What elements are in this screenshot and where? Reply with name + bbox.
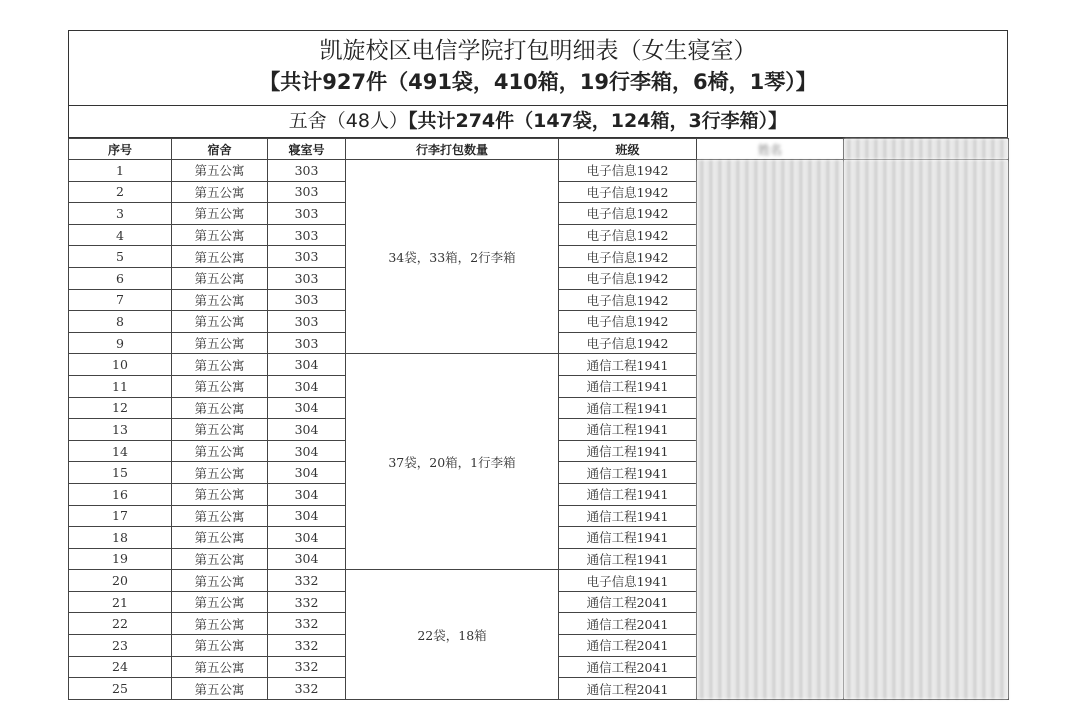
row-index: 12 <box>69 397 172 419</box>
row-index: 19 <box>69 548 172 570</box>
row-room: 303 <box>268 332 346 354</box>
packing-sheet <box>68 30 1008 700</box>
row-class: 电子信息1942 <box>559 181 697 203</box>
row-room: 303 <box>268 246 346 268</box>
row-index: 11 <box>69 375 172 397</box>
row-class: 电子信息1942 <box>559 246 697 268</box>
row-room: 303 <box>268 160 346 182</box>
row-room: 303 <box>268 224 346 246</box>
row-class: 通信工程2041 <box>559 591 697 613</box>
header-row <box>69 139 1009 160</box>
row-index: 14 <box>69 440 172 462</box>
row-building: 第五公寓 <box>172 613 268 635</box>
row-class: 通信工程1941 <box>559 527 697 549</box>
row-room: 304 <box>268 527 346 549</box>
row-class: 电子信息1942 <box>559 160 697 182</box>
row-building: 第五公寓 <box>172 375 268 397</box>
row-pack-count: 34袋，33箱，2行李箱 <box>346 160 559 354</box>
row-room: 303 <box>268 203 346 225</box>
row-building: 第五公寓 <box>172 462 268 484</box>
row-room: 332 <box>268 678 346 700</box>
row-class: 电子信息1942 <box>559 289 697 311</box>
row-room: 332 <box>268 613 346 635</box>
row-room: 304 <box>268 375 346 397</box>
row-room: 304 <box>268 483 346 505</box>
row-class: 通信工程1941 <box>559 548 697 570</box>
row-room: 332 <box>268 635 346 657</box>
table-body <box>69 160 1009 700</box>
row-index: 15 <box>69 462 172 484</box>
row-index: 1 <box>69 160 172 182</box>
header-building: 宿舍 <box>172 139 268 160</box>
row-index: 20 <box>69 570 172 592</box>
row-room: 304 <box>268 548 346 570</box>
row-building: 第五公寓 <box>172 160 268 182</box>
redacted-extra-column <box>844 160 1009 700</box>
row-class: 通信工程1941 <box>559 483 697 505</box>
row-class: 通信工程2041 <box>559 613 697 635</box>
row-room: 304 <box>268 354 346 376</box>
row-building: 第五公寓 <box>172 635 268 657</box>
row-index: 6 <box>69 267 172 289</box>
row-pack-count: 22袋，18箱 <box>346 570 559 700</box>
row-building: 第五公寓 <box>172 332 268 354</box>
row-class: 通信工程1941 <box>559 440 697 462</box>
row-index: 21 <box>69 591 172 613</box>
row-building: 第五公寓 <box>172 289 268 311</box>
row-room: 304 <box>268 440 346 462</box>
row-building: 第五公寓 <box>172 203 268 225</box>
row-building: 第五公寓 <box>172 354 268 376</box>
row-building: 第五公寓 <box>172 440 268 462</box>
row-building: 第五公寓 <box>172 267 268 289</box>
row-pack-count: 37袋，20箱，1行李箱 <box>346 354 559 570</box>
row-building: 第五公寓 <box>172 483 268 505</box>
row-building: 第五公寓 <box>172 311 268 333</box>
row-room: 303 <box>268 181 346 203</box>
row-room: 303 <box>268 289 346 311</box>
header-count: 行李打包数量 <box>346 139 559 160</box>
row-building: 第五公寓 <box>172 591 268 613</box>
row-room: 304 <box>268 397 346 419</box>
row-class: 电子信息1941 <box>559 570 697 592</box>
row-room: 332 <box>268 656 346 678</box>
packing-table <box>68 138 1009 700</box>
row-index: 25 <box>69 678 172 700</box>
row-index: 5 <box>69 246 172 268</box>
row-class: 电子信息1942 <box>559 332 697 354</box>
row-building: 第五公寓 <box>172 656 268 678</box>
section-name: 五舍（48人） <box>288 110 408 132</box>
row-building: 第五公寓 <box>172 505 268 527</box>
row-index: 4 <box>69 224 172 246</box>
section-header <box>68 106 1008 138</box>
row-index: 2 <box>69 181 172 203</box>
redacted-header <box>844 139 1009 160</box>
row-building: 第五公寓 <box>172 527 268 549</box>
header-class: 班级 <box>559 139 697 160</box>
row-room: 332 <box>268 570 346 592</box>
row-room: 304 <box>268 505 346 527</box>
row-class: 通信工程1941 <box>559 462 697 484</box>
row-index: 16 <box>69 483 172 505</box>
row-class: 通信工程2041 <box>559 656 697 678</box>
title-box <box>68 30 1008 106</box>
row-building: 第五公寓 <box>172 570 268 592</box>
row-building: 第五公寓 <box>172 224 268 246</box>
row-building: 第五公寓 <box>172 246 268 268</box>
table-row <box>69 160 1009 182</box>
row-class: 通信工程1941 <box>559 375 697 397</box>
section-total: 【共计274件（147袋，124箱，3行李箱）】 <box>407 110 788 132</box>
row-class: 通信工程1941 <box>559 354 697 376</box>
row-index: 3 <box>69 203 172 225</box>
row-building: 第五公寓 <box>172 397 268 419</box>
row-class: 通信工程2041 <box>559 678 697 700</box>
row-class: 电子信息1942 <box>559 267 697 289</box>
header-index: 序号 <box>69 139 172 160</box>
row-index: 9 <box>69 332 172 354</box>
row-index: 17 <box>69 505 172 527</box>
row-room: 303 <box>268 311 346 333</box>
row-index: 8 <box>69 311 172 333</box>
row-class: 通信工程1941 <box>559 419 697 441</box>
redacted-name-column <box>697 160 844 700</box>
row-class: 电子信息1942 <box>559 311 697 333</box>
sheet-title: 凯旋校区电信学院打包明细表（女生寝室） <box>319 38 757 64</box>
row-class: 电子信息1942 <box>559 224 697 246</box>
row-index: 23 <box>69 635 172 657</box>
sheet-summary: 【共计927件（491袋，410箱，19行李箱，6椅，1琴）】 <box>259 70 817 94</box>
row-index: 18 <box>69 527 172 549</box>
row-index: 13 <box>69 419 172 441</box>
row-room: 332 <box>268 591 346 613</box>
row-class: 通信工程1941 <box>559 505 697 527</box>
row-index: 24 <box>69 656 172 678</box>
header-room: 寝室号 <box>268 139 346 160</box>
row-building: 第五公寓 <box>172 181 268 203</box>
row-class: 通信工程2041 <box>559 635 697 657</box>
row-building: 第五公寓 <box>172 678 268 700</box>
row-index: 7 <box>69 289 172 311</box>
row-room: 304 <box>268 462 346 484</box>
row-room: 304 <box>268 419 346 441</box>
header-name: 姓名 <box>697 139 844 160</box>
row-class: 电子信息1942 <box>559 203 697 225</box>
row-building: 第五公寓 <box>172 548 268 570</box>
row-index: 10 <box>69 354 172 376</box>
row-class: 通信工程1941 <box>559 397 697 419</box>
row-building: 第五公寓 <box>172 419 268 441</box>
row-index: 22 <box>69 613 172 635</box>
row-room: 303 <box>268 267 346 289</box>
